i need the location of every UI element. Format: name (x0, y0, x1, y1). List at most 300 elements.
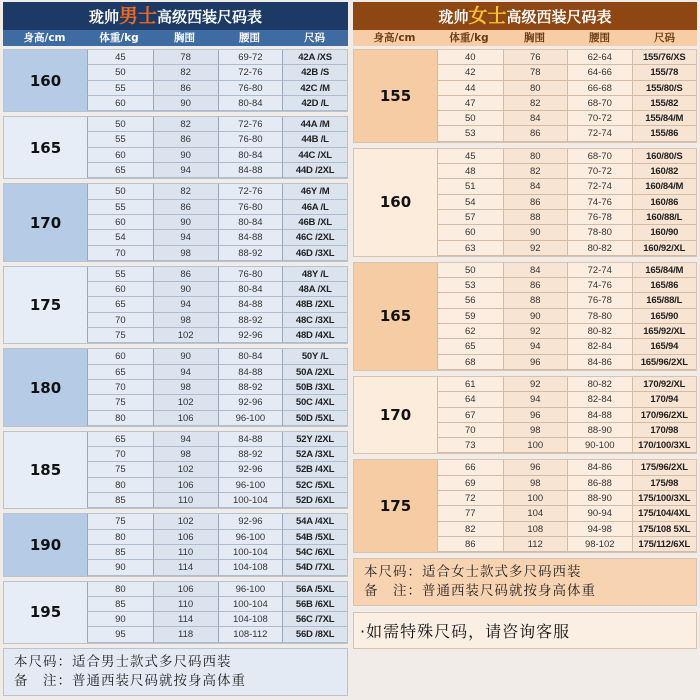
waist-cell: 80-82 (567, 324, 632, 339)
height-cell: 160 (4, 50, 87, 111)
chest-cell: 90 (153, 282, 218, 297)
chest-cell: 98 (153, 447, 218, 462)
size-cell: 44C /XL (282, 148, 347, 163)
table-row (437, 81, 696, 96)
weight-cell: 64 (437, 392, 503, 407)
weight-cell: 65 (87, 297, 153, 312)
height-cell: 185 (4, 432, 87, 508)
size-cell: 155/86 (632, 126, 697, 141)
size-cell: 42B /S (282, 65, 347, 80)
height-cell: 170 (4, 184, 87, 260)
chest-cell: 110 (153, 545, 218, 560)
chest-cell: 94 (503, 392, 568, 407)
group-rows (87, 349, 347, 425)
chest-cell: 102 (153, 462, 218, 477)
chest-cell: 106 (153, 478, 218, 493)
chest-cell: 112 (503, 537, 568, 552)
chest-cell: 86 (153, 267, 218, 282)
waist-cell: 72-74 (567, 179, 632, 194)
weight-cell: 95 (87, 627, 153, 642)
table-row (87, 267, 347, 282)
height-group (353, 262, 697, 371)
chest-cell: 92 (503, 241, 568, 256)
chest-cell: 90 (153, 349, 218, 364)
waist-cell: 72-74 (567, 126, 632, 141)
waist-cell: 104-108 (218, 560, 283, 575)
size-cell: 42C /M (282, 81, 347, 96)
height-cell: 160 (354, 149, 437, 256)
size-cell: 52Y /2XL (282, 432, 347, 447)
waist-cell: 64-66 (567, 65, 632, 80)
group-rows (87, 432, 347, 508)
size-cell: 48C /3XL (282, 313, 347, 328)
chest-cell: 90 (153, 96, 218, 111)
waist-cell: 62-64 (567, 50, 632, 65)
waist-cell: 92-96 (218, 514, 283, 529)
waist-cell: 80-84 (218, 349, 283, 364)
chest-cell: 86 (503, 126, 568, 141)
chest-cell: 86 (153, 81, 218, 96)
chest-cell: 94 (153, 163, 218, 178)
chest-cell: 114 (153, 612, 218, 627)
waist-cell: 76-80 (218, 132, 283, 147)
header-waist: 腰围 (239, 32, 260, 44)
table-row (87, 447, 347, 462)
group-rows (87, 514, 347, 575)
height-group (353, 376, 697, 454)
table-row (437, 460, 696, 475)
weight-cell: 60 (87, 349, 153, 364)
size-cell: 50B /3XL (282, 380, 347, 395)
size-cell: 56A /5XL (282, 582, 347, 597)
weight-cell: 65 (87, 432, 153, 447)
men-table-body (3, 49, 348, 644)
weight-cell: 85 (87, 493, 153, 508)
height-group (3, 116, 348, 179)
size-cell: 52C /5XL (282, 478, 347, 493)
size-cell: 165/86 (632, 278, 697, 293)
women-note (353, 558, 697, 606)
weight-cell: 69 (437, 476, 503, 491)
size-cell: 165/94 (632, 339, 697, 354)
header-waist: 腰围 (589, 32, 610, 44)
special-size-notice: ·如需特殊尺码，请咨询客服 (353, 612, 697, 649)
waist-cell: 96-100 (218, 582, 283, 597)
height-group (3, 431, 348, 509)
chest-cell: 82 (503, 164, 568, 179)
weight-cell: 67 (437, 408, 503, 423)
height-group (3, 49, 348, 112)
men-size-chart (3, 2, 348, 696)
waist-cell: 74-76 (567, 195, 632, 210)
waist-cell: 84-86 (567, 355, 632, 370)
table-row (87, 560, 347, 575)
size-cell: 54D /7XL (282, 560, 347, 575)
size-cell: 56C /7XL (282, 612, 347, 627)
table-row (87, 81, 347, 96)
men-column-headers (3, 30, 348, 46)
weight-cell: 63 (437, 241, 503, 256)
note-line-1: 本尺码：适合男士款式多尺码西装 (14, 653, 232, 670)
title-suffix: 高级西装尺码表 (506, 8, 612, 26)
weight-cell: 50 (87, 65, 153, 80)
waist-cell: 80-84 (218, 148, 283, 163)
chest-cell: 94 (153, 432, 218, 447)
size-cell: 175/98 (632, 476, 697, 491)
chest-cell: 98 (153, 380, 218, 395)
height-group (353, 459, 697, 553)
table-row (87, 432, 347, 447)
weight-cell: 60 (87, 282, 153, 297)
waist-cell: 76-80 (218, 267, 283, 282)
weight-cell: 70 (437, 423, 503, 438)
table-row (437, 293, 696, 308)
chest-cell: 96 (503, 355, 568, 370)
waist-cell: 80-84 (218, 215, 283, 230)
weight-cell: 60 (87, 96, 153, 111)
waist-cell: 76-78 (567, 210, 632, 225)
table-row (437, 339, 696, 354)
height-cell: 190 (4, 514, 87, 575)
chest-cell: 94 (503, 339, 568, 354)
table-row (437, 309, 696, 324)
table-row (437, 263, 696, 278)
size-cell: 56D /8XL (282, 627, 347, 642)
chest-cell: 80 (503, 149, 568, 164)
weight-cell: 70 (87, 246, 153, 261)
waist-cell: 84-88 (218, 297, 283, 312)
table-row (87, 297, 347, 312)
chest-cell: 78 (503, 65, 568, 80)
header-weight: 体重/kg (449, 32, 489, 44)
size-cell: 56B /6XL (282, 597, 347, 612)
weight-cell: 85 (87, 545, 153, 560)
chest-cell: 82 (503, 96, 568, 111)
weight-cell: 75 (87, 462, 153, 477)
weight-cell: 48 (437, 164, 503, 179)
chest-cell: 90 (153, 148, 218, 163)
chest-cell: 86 (153, 132, 218, 147)
table-row (87, 530, 347, 545)
weight-cell: 60 (87, 148, 153, 163)
waist-cell: 80-84 (218, 96, 283, 111)
waist-cell: 100-104 (218, 545, 283, 560)
weight-cell: 80 (87, 411, 153, 426)
waist-cell: 84-88 (567, 408, 632, 423)
weight-cell: 75 (87, 395, 153, 410)
table-row (87, 200, 347, 215)
group-rows (437, 50, 696, 142)
waist-cell: 82-84 (567, 392, 632, 407)
weight-cell: 70 (87, 380, 153, 395)
table-row (87, 163, 347, 178)
waist-cell: 68-70 (567, 149, 632, 164)
table-row (437, 355, 696, 370)
chest-cell: 90 (153, 215, 218, 230)
waist-cell: 68-70 (567, 96, 632, 111)
chest-cell: 84 (503, 263, 568, 278)
size-cell: 155/82 (632, 96, 697, 111)
size-cell: 165/90 (632, 309, 697, 324)
height-cell: 195 (4, 582, 87, 643)
chest-cell: 80 (503, 81, 568, 96)
weight-cell: 80 (87, 582, 153, 597)
table-row (87, 411, 347, 426)
weight-cell: 53 (437, 126, 503, 141)
height-cell: 175 (354, 460, 437, 552)
weight-cell: 65 (87, 365, 153, 380)
waist-cell: 88-90 (567, 423, 632, 438)
table-row (437, 324, 696, 339)
size-cell: 160/84/M (632, 179, 697, 194)
waist-cell: 76-78 (567, 293, 632, 308)
weight-cell: 61 (437, 377, 503, 392)
weight-cell: 59 (437, 309, 503, 324)
header-chest: 胸围 (524, 32, 545, 44)
weight-cell: 55 (87, 200, 153, 215)
size-cell: 44A /M (282, 117, 347, 132)
table-row (437, 179, 696, 194)
waist-cell: 88-92 (218, 246, 283, 261)
chest-cell: 102 (153, 328, 218, 343)
table-row (437, 537, 696, 552)
weight-cell: 55 (87, 81, 153, 96)
table-row (437, 50, 696, 65)
table-row (437, 96, 696, 111)
waist-cell: 100-104 (218, 493, 283, 508)
size-cell: 170/94 (632, 392, 697, 407)
chest-cell: 118 (153, 627, 218, 642)
group-rows (87, 117, 347, 178)
weight-cell: 75 (87, 328, 153, 343)
height-group (3, 513, 348, 576)
chest-cell: 86 (503, 195, 568, 210)
weight-cell: 65 (87, 163, 153, 178)
table-row (87, 395, 347, 410)
waist-cell: 108-112 (218, 627, 283, 642)
table-row (437, 278, 696, 293)
waist-cell: 84-88 (218, 365, 283, 380)
waist-cell: 88-90 (567, 491, 632, 506)
size-cell: 54A /4XL (282, 514, 347, 529)
chest-cell: 96 (503, 408, 568, 423)
weight-cell: 50 (437, 263, 503, 278)
size-cell: 46C /2XL (282, 230, 347, 245)
group-rows (437, 263, 696, 370)
table-row (87, 627, 347, 642)
chest-cell: 92 (503, 377, 568, 392)
waist-cell: 72-76 (218, 65, 283, 80)
table-row (437, 126, 696, 141)
weight-cell: 50 (87, 184, 153, 199)
chest-cell: 114 (153, 560, 218, 575)
waist-cell: 76-80 (218, 200, 283, 215)
table-row (87, 282, 347, 297)
size-cell: 50Y /L (282, 349, 347, 364)
size-cell: 54C /6XL (282, 545, 347, 560)
waist-cell: 80-82 (567, 377, 632, 392)
table-row (87, 50, 347, 65)
waist-cell: 86-88 (567, 476, 632, 491)
waist-cell: 72-76 (218, 117, 283, 132)
table-row (437, 111, 696, 126)
chest-cell: 106 (153, 582, 218, 597)
table-row (437, 65, 696, 80)
waist-cell: 92-96 (218, 328, 283, 343)
women-chart-title (353, 2, 697, 30)
size-cell: 54B /5XL (282, 530, 347, 545)
size-cell: 155/84/M (632, 111, 697, 126)
waist-cell: 80-84 (218, 282, 283, 297)
weight-cell: 45 (87, 50, 153, 65)
table-row (87, 96, 347, 111)
weight-cell: 85 (87, 597, 153, 612)
chest-cell: 106 (153, 530, 218, 545)
height-cell: 155 (354, 50, 437, 142)
size-cell: 46Y /M (282, 184, 347, 199)
waist-cell: 78-80 (567, 225, 632, 240)
table-row (437, 392, 696, 407)
table-row (87, 365, 347, 380)
table-row (437, 377, 696, 392)
group-rows (87, 582, 347, 643)
weight-cell: 50 (437, 111, 503, 126)
weight-cell: 75 (87, 514, 153, 529)
table-row (437, 225, 696, 240)
note-line-2: 备 注：普通西装尺码就按身高体重 (364, 583, 596, 600)
size-cell: 44D /2XL (282, 163, 347, 178)
weight-cell: 90 (87, 560, 153, 575)
note-line-1: 本尺码：适合女士款式多尺码西装 (364, 564, 582, 581)
table-row (87, 328, 347, 343)
size-cell: 170/96/2XL (632, 408, 697, 423)
height-cell: 180 (4, 349, 87, 425)
waist-cell: 92-96 (218, 462, 283, 477)
chest-cell: 90 (503, 309, 568, 324)
size-cell: 48D /4XL (282, 328, 347, 343)
chest-cell: 98 (153, 246, 218, 261)
chest-cell: 98 (503, 423, 568, 438)
weight-cell: 77 (437, 506, 503, 521)
size-cell: 160/90 (632, 225, 697, 240)
height-group (3, 348, 348, 426)
waist-cell: 96-100 (218, 478, 283, 493)
chest-cell: 102 (153, 514, 218, 529)
waist-cell: 84-86 (567, 460, 632, 475)
women-table-body (353, 49, 697, 553)
waist-cell: 96-100 (218, 530, 283, 545)
waist-cell: 88-92 (218, 380, 283, 395)
size-cell: 48A /XL (282, 282, 347, 297)
waist-cell: 78-80 (567, 309, 632, 324)
size-cell: 165/96/2XL (632, 355, 697, 370)
size-cell: 160/82 (632, 164, 697, 179)
group-rows (87, 184, 347, 260)
table-row (87, 215, 347, 230)
size-cell: 170/98 (632, 423, 697, 438)
size-cell: 52D /6XL (282, 493, 347, 508)
chest-cell: 94 (153, 230, 218, 245)
height-cell: 165 (4, 117, 87, 178)
size-cell: 46A /L (282, 200, 347, 215)
chest-cell: 98 (153, 313, 218, 328)
weight-cell: 60 (87, 215, 153, 230)
weight-cell: 54 (437, 195, 503, 210)
chest-cell: 94 (153, 365, 218, 380)
size-cell: 160/88/L (632, 210, 697, 225)
weight-cell: 57 (437, 210, 503, 225)
chest-cell: 106 (153, 411, 218, 426)
waist-cell: 84-88 (218, 230, 283, 245)
chest-cell: 108 (503, 522, 568, 537)
table-row (87, 380, 347, 395)
height-group (353, 148, 697, 257)
table-row (87, 230, 347, 245)
table-row (87, 148, 347, 163)
weight-cell: 86 (437, 537, 503, 552)
height-cell: 165 (354, 263, 437, 370)
header-size: 尺码 (304, 32, 325, 44)
size-cell: 160/80/S (632, 149, 697, 164)
women-column-headers (353, 30, 697, 46)
table-row (437, 195, 696, 210)
weight-cell: 73 (437, 438, 503, 453)
table-row (437, 149, 696, 164)
men-chart-title (3, 2, 348, 30)
size-cell: 165/84/M (632, 263, 697, 278)
table-row (87, 493, 347, 508)
waist-cell: 80-82 (567, 241, 632, 256)
weight-cell: 70 (87, 447, 153, 462)
group-rows (437, 460, 696, 552)
chest-cell: 84 (503, 179, 568, 194)
table-row (437, 241, 696, 256)
weight-cell: 62 (437, 324, 503, 339)
waist-cell: 104-108 (218, 612, 283, 627)
chest-cell: 96 (503, 460, 568, 475)
chest-cell: 98 (503, 476, 568, 491)
size-cell: 160/92/XL (632, 241, 697, 256)
waist-cell: 74-76 (567, 278, 632, 293)
size-cell: 175/104/4XL (632, 506, 697, 521)
table-row (87, 246, 347, 261)
table-row (87, 117, 347, 132)
weight-cell: 55 (87, 267, 153, 282)
chest-cell: 94 (153, 297, 218, 312)
weight-cell: 82 (437, 522, 503, 537)
header-height: 身高/cm (23, 32, 66, 44)
waist-cell: 88-92 (218, 313, 283, 328)
chest-cell: 86 (153, 200, 218, 215)
table-row (87, 514, 347, 529)
chest-cell: 92 (503, 324, 568, 339)
size-cell: 42D /L (282, 96, 347, 111)
men-note (3, 648, 348, 696)
weight-cell: 60 (437, 225, 503, 240)
chest-cell: 88 (503, 210, 568, 225)
height-cell: 175 (4, 267, 87, 343)
chest-cell: 82 (153, 184, 218, 199)
table-row (437, 522, 696, 537)
table-row (437, 506, 696, 521)
weight-cell: 65 (437, 339, 503, 354)
waist-cell: 94-98 (567, 522, 632, 537)
chest-cell: 86 (503, 278, 568, 293)
weight-cell: 42 (437, 65, 503, 80)
size-cell: 170/92/XL (632, 377, 697, 392)
waist-cell: 84-88 (218, 163, 283, 178)
waist-cell: 72-76 (218, 184, 283, 199)
